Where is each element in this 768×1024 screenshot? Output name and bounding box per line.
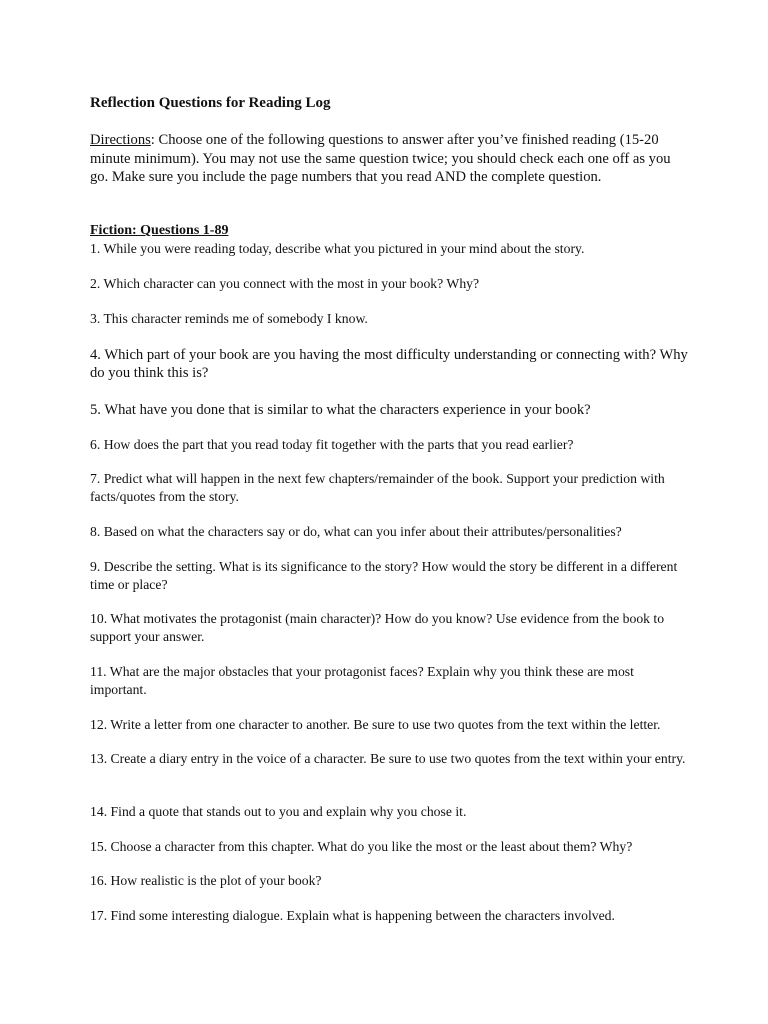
question-11: 11. What are the major obstacles that your protagonist faces? Explain why you think these are most important. bbox=[90, 664, 634, 697]
question-3: 3. This character reminds me of somebody I know. bbox=[90, 311, 368, 326]
question-9: 9. Describe the setting. What is its significance to the story? How would the story be different in a different time or place? bbox=[90, 559, 678, 592]
question-6: 6. How does the part that you read today fit together with the parts that you read earlier? bbox=[90, 437, 574, 452]
directions-label: Directions bbox=[90, 132, 151, 148]
question-4: 4. Which part of your book are you having the most difficulty understanding or connecting with? Why do you think this is? bbox=[90, 347, 688, 381]
question-15: 15. Choose a character from this chapter. What do you like the most or the least about them? Why? bbox=[90, 839, 633, 854]
question-7: 7. Predict what will happen in the next few chapters/remainder of the book. Support your prediction with facts/quotes from the story. bbox=[90, 471, 665, 504]
directions-paragraph bbox=[90, 131, 690, 187]
question-2: 2. Which character can you connect with the most in your book? Why? bbox=[90, 276, 480, 291]
question-13: 13. Create a diary entry in the voice of a character. Be sure to use two quotes from the text within your entry. bbox=[90, 751, 686, 766]
question-8: 8. Based on what the characters say or do, what can you infer about their attributes/personalities? bbox=[90, 524, 622, 539]
section-heading-fiction: Fiction: Questions 1-89 bbox=[90, 223, 229, 238]
question-10: 10. What motivates the protagonist (main character)? How do you know? Use evidence from the book to support your answer. bbox=[90, 611, 665, 644]
question-14: 14. Find a quote that stands out to you and explain why you chose it. bbox=[90, 804, 467, 819]
question-1: 1. While you were reading today, describe what you pictured in your mind about the story. bbox=[90, 241, 585, 256]
document-title: Reflection Questions for Reading Log bbox=[90, 95, 331, 111]
directions-text: : Choose one of the following questions to answer after you’ve finished reading (15-20 minute minimum). You may not use the same question twice; you should check each one off as you go. Make sure you include the page numbers that you read AND the complete question. bbox=[90, 132, 671, 185]
question-5: 5. What have you done that is similar to what the characters experience in your book? bbox=[90, 402, 591, 418]
question-17: 17. Find some interesting dialogue. Explain what is happening between the characters involved. bbox=[90, 908, 615, 923]
question-16: 16. How realistic is the plot of your book? bbox=[90, 873, 322, 888]
question-12: 12. Write a letter from one character to another. Be sure to use two quotes from the text within the letter. bbox=[90, 717, 661, 732]
